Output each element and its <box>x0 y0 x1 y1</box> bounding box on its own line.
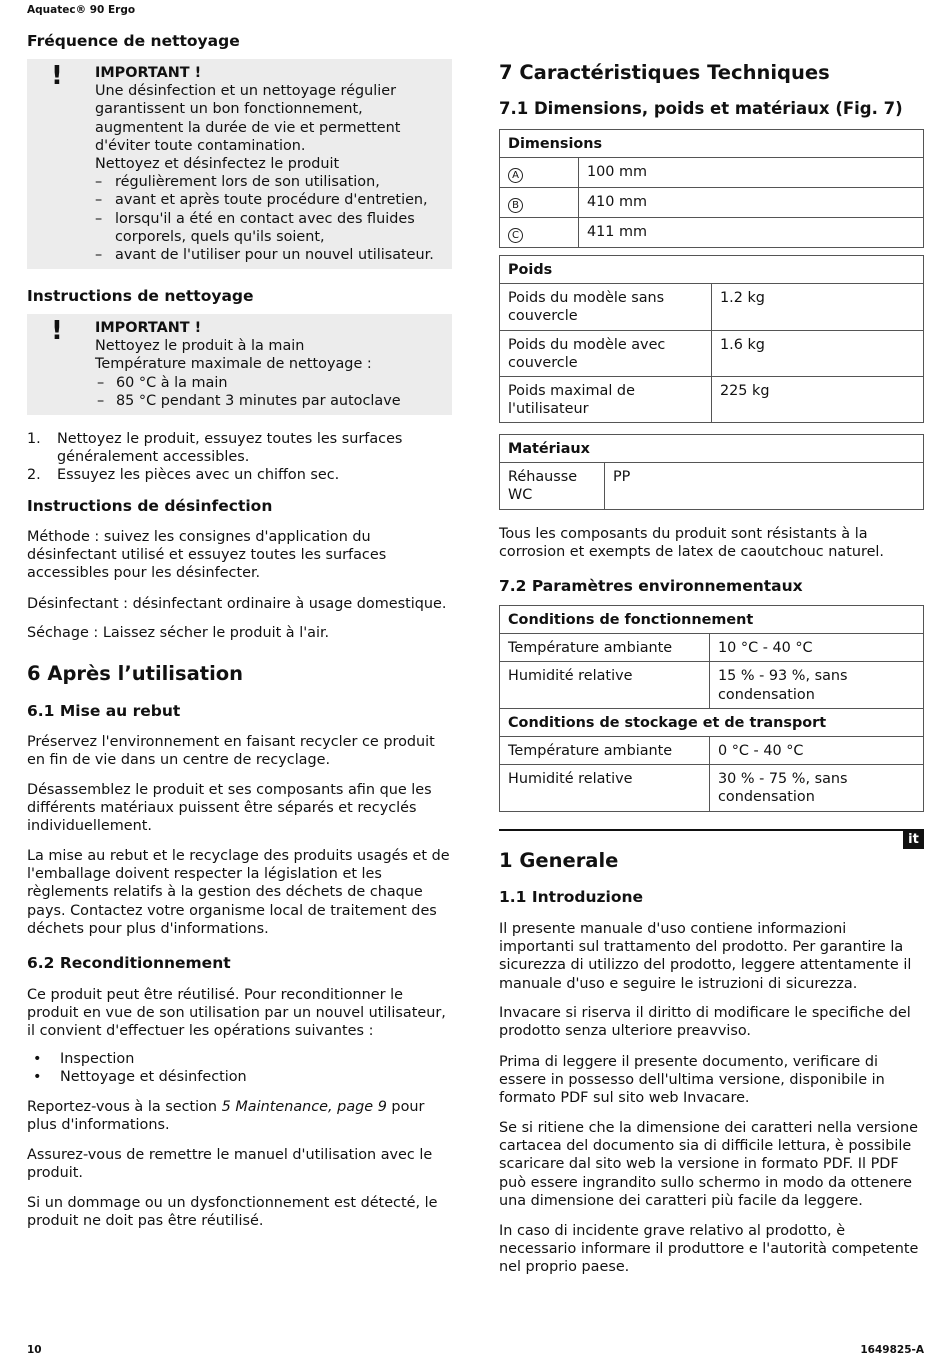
disinfection-method: Méthode : suivez les consignes d'application du désinfectant utilisé et essuyez toutes les surfaces accessibles pour les désinfecter. <box>27 529 387 582</box>
table-row <box>500 737 924 765</box>
section-heading-dimensions: 7.1 Dimensions, poids et matériaux (Fig. 7) <box>499 99 903 118</box>
dimension-key-badge: A <box>508 168 523 183</box>
reconditioning-paragraph: Si un dommage ou un dysfonctionnement est détecté, le produit ne doit pas être réutilisé. <box>27 1195 438 1230</box>
table-row <box>500 765 924 811</box>
warning-exclamation-icon: ! <box>51 316 63 346</box>
table-cell: Poids du modèle avec couvercle <box>500 330 712 376</box>
warning-exclamation-icon: ! <box>51 61 63 91</box>
step-number: 2. <box>27 467 41 484</box>
dimension-key-badge: B <box>508 198 523 213</box>
disinfection-drying: Séchage : Laissez sécher le produit à l'air. <box>27 625 330 641</box>
materials-table <box>499 434 924 510</box>
list-item <box>27 466 452 484</box>
table-cell: 10 °C - 40 °C <box>710 634 924 662</box>
note-list-item: – lorsqu'il a été en contact avec des fluides corporels, quels qu'ils soient, <box>95 210 442 246</box>
step-number: 1. <box>27 431 41 447</box>
disposal-paragraph: La mise au rebut et le recyclage des produits usagés et de l'emballage doivent respecter la législation et les règlements relatifs à la gestion des déchets de chaque pays. Contactez votre organisme local de traitement des déchets pour plus d'informations. <box>27 848 450 937</box>
table-cell: 411 mm <box>579 218 924 248</box>
table-cell: Poids maximal de l'utilisateur <box>500 377 712 423</box>
step-text: Nettoyez le produit, essuyez toutes les surfaces généralement accessibles. <box>57 431 403 466</box>
table-header: Matériaux <box>500 435 924 463</box>
language-badge: it <box>903 831 924 849</box>
note-list-item: – régulièrement lors de son utilisation, <box>95 173 442 191</box>
note-text: Une désinfection et un nettoyage régulier garantissent un bon fonctionnement, augmentent la durée de vie et permettent d'éviter toute contamination. <box>95 83 401 154</box>
note-list-item: – 85 °C pendant 3 minutes par autoclave <box>95 392 442 410</box>
reference-prefix: Reportez-vous à la section <box>27 1099 222 1115</box>
table-header: Conditions de stockage et de transport <box>500 708 924 736</box>
note-intro: Nettoyez et désinfectez le produit <box>95 156 340 173</box>
chapter-heading-generale: 1 Generale <box>499 849 619 872</box>
section-heading-introduzione: 1.1 Introduzione <box>499 888 644 906</box>
note-title: IMPORTANT ! <box>95 65 202 81</box>
reference-link[interactable]: 5 Maintenance, page 9 <box>221 1099 387 1115</box>
table-row <box>500 158 924 188</box>
table-header: Dimensions <box>500 130 924 158</box>
table-cell: 1.6 kg <box>712 330 924 376</box>
important-note-frequency <box>27 59 452 269</box>
table-cell: Humidité relative <box>500 662 710 708</box>
table-row <box>500 377 924 423</box>
dimension-key-badge: C <box>508 228 523 243</box>
note-list-item: – avant et après toute procédure d'entretien, <box>95 191 442 209</box>
section-heading-disposal: 6.1 Mise au rebut <box>27 702 181 720</box>
table-cell: 410 mm <box>579 188 924 218</box>
chapter-heading-technical: 7 Caractéristiques Techniques <box>499 61 830 84</box>
disinfection-agent: Désinfectant : désinfectant ordinaire à usage domestique. <box>27 596 447 612</box>
chapter-heading-after-use: 6 Après l’utilisation <box>27 662 244 685</box>
document-code: 1649825-A <box>860 1344 924 1356</box>
table-cell: 30 % - 75 %, sans condensation <box>710 765 924 811</box>
table-cell: 15 % - 93 %, sans condensation <box>710 662 924 708</box>
disposal-paragraph: Préservez l'environnement en faisant recycler ce produit en fin de vie dans un centre de recyclage. <box>27 734 435 769</box>
note-list-item: – 60 °C à la main <box>95 374 442 392</box>
table-row <box>500 662 924 708</box>
section-heading-disinfection: Instructions de désinfection <box>27 497 273 515</box>
dimensions-table <box>499 129 924 248</box>
note-title: IMPORTANT ! <box>95 320 202 336</box>
table-row <box>500 463 924 509</box>
disposal-paragraph: Désassemblez le produit et ses composants afin que les différents matériaux puissent être séparés et recyclés individuellement. <box>27 782 432 835</box>
table-cell: 100 mm <box>579 158 924 188</box>
table-cell: PP <box>605 463 924 509</box>
list-item: • Inspection <box>27 1050 452 1068</box>
table-cell: Température ambiante <box>500 634 710 662</box>
list-item: • Nettoyage et désinfection <box>27 1068 452 1086</box>
table-cell: Poids du modèle sans couvercle <box>500 284 712 330</box>
reconditioning-paragraph: Assurez-vous de remettre le manuel d'utilisation avec le produit. <box>27 1147 433 1182</box>
intro-paragraph: Invacare si riserva il diritto di modificare le specifiche del prodotto senza ulteriore preavviso. <box>499 1005 911 1040</box>
table-row <box>500 188 924 218</box>
cleaning-steps <box>27 430 452 485</box>
table-cell: Réhausse WC <box>500 463 605 509</box>
table-row <box>500 634 924 662</box>
table-cell: Humidité relative <box>500 765 710 811</box>
corrosion-note: Tous les composants du produit sont résistants à la corrosion et exempts de latex de caoutchouc naturel. <box>499 526 884 561</box>
section-heading-cleaning: Instructions de nettoyage <box>27 287 254 305</box>
table-row <box>500 330 924 376</box>
intro-paragraph: Il presente manuale d'uso contiene informazioni importanti sul trattamento del prodotto. Per garantire la sicurezza di utilizzo del prodotto, leggere attentamente il manuale d'uso e seguire le istruzioni di sicurezza. <box>499 921 912 992</box>
page-number: 10 <box>27 1344 42 1356</box>
reconditioning-paragraph: Ce produit peut être réutilisé. Pour reconditionner le produit en vue de son utilisation par un nouvel utilisateur, il convient d'effectuer les opérations suivantes : <box>27 987 446 1040</box>
note-list-item: – avant de l'utiliser pour un nouvel utilisateur. <box>95 246 442 264</box>
running-header: Aquatec® 90 Ergo <box>27 4 136 16</box>
table-row <box>500 218 924 248</box>
section-heading-environment: 7.2 Paramètres environnementaux <box>499 577 803 595</box>
reference-suffix: pour plus d'informations. <box>27 1099 425 1134</box>
note-line: Nettoyez le produit à la main <box>95 338 305 355</box>
intro-paragraph: In caso di incidente grave relativo al prodotto, è necessario informare il produttore e l'autorità competente nel proprio paese. <box>499 1223 919 1276</box>
language-divider <box>499 829 924 831</box>
note-line: Température maximale de nettoyage : <box>95 356 372 373</box>
table-cell: Température ambiante <box>500 737 710 765</box>
table-header: Poids <box>500 256 924 284</box>
reconditioning-reference <box>27 1098 452 1134</box>
table-cell: 0 °C - 40 °C <box>710 737 924 765</box>
step-text: Essuyez les pièces avec un chiffon sec. <box>57 467 340 484</box>
table-row <box>500 284 924 330</box>
intro-paragraph: Se si ritiene che la dimensione dei caratteri nella versione cartacea del documento sia di difficile lettura, è possibile scaricare dal sito web la versione in formato PDF. Il PDF può essere ingrandito sullo schermo in modo da ottenere una dimensione dei caratteri più facile da leggere. <box>499 1120 918 1209</box>
important-note-cleaning <box>27 314 452 415</box>
weight-table <box>499 255 924 423</box>
table-cell: 1.2 kg <box>712 284 924 330</box>
section-heading-reconditioning: 6.2 Reconditionnement <box>27 954 231 972</box>
reconditioning-list <box>27 1050 452 1086</box>
table-header: Conditions de fonctionnement <box>500 606 924 634</box>
list-item <box>27 430 452 466</box>
section-heading-frequency: Fréquence de nettoyage <box>27 32 240 50</box>
environment-table <box>499 605 924 812</box>
intro-paragraph: Prima di leggere il presente documento, verificare di essere in possesso dell'ultima versione, disponibile in formato PDF sul sito web Invacare. <box>499 1054 885 1107</box>
table-cell: 225 kg <box>712 377 924 423</box>
